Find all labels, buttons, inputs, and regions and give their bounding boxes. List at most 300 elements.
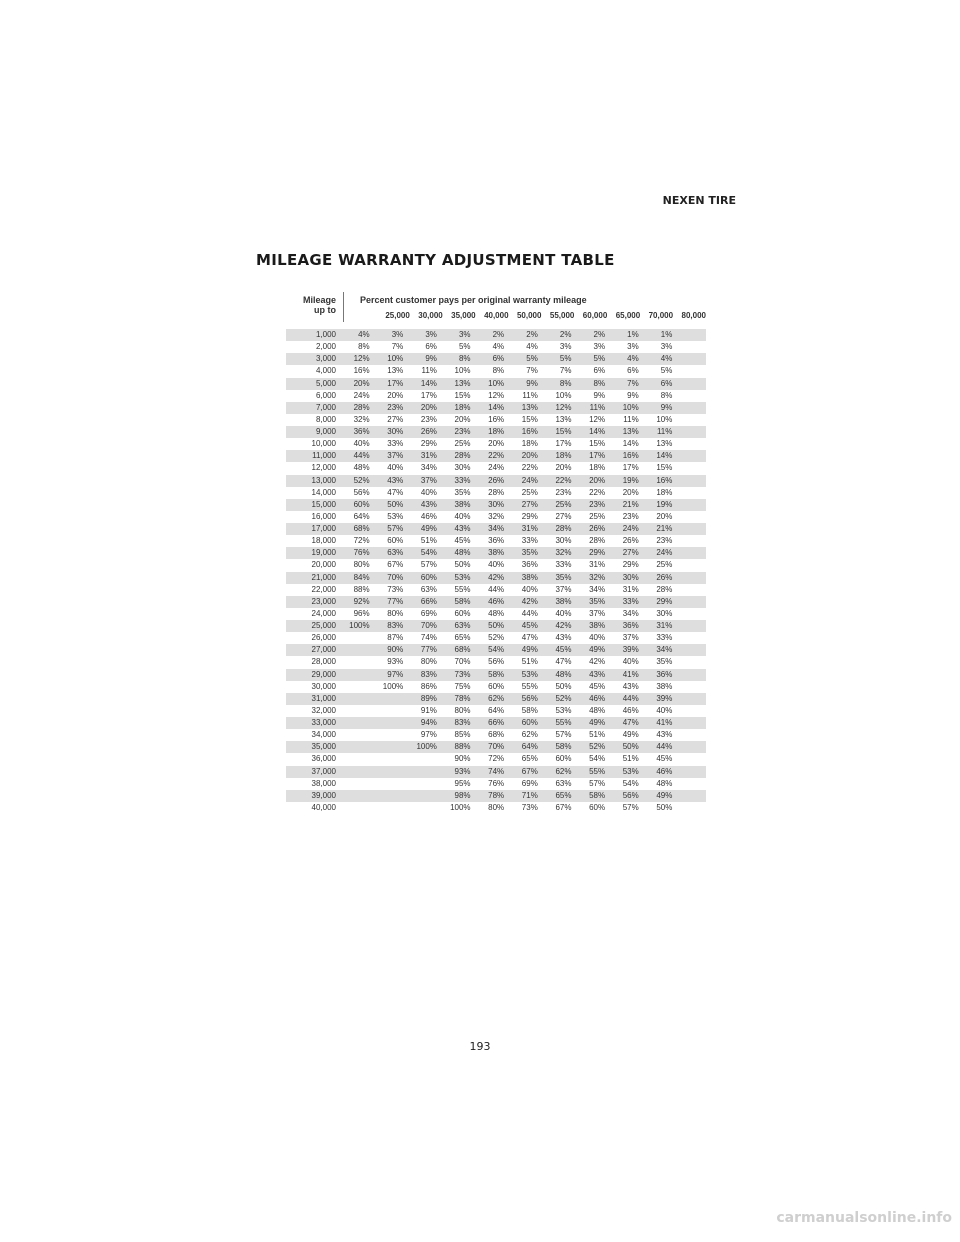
table-row bbox=[286, 608, 706, 620]
percent-cell: 52% bbox=[488, 633, 505, 643]
percent-cell: 26% bbox=[589, 524, 606, 533]
percent-cell: 27% bbox=[387, 414, 404, 424]
percent-cell: 57% bbox=[420, 560, 437, 570]
percent-cell: 51% bbox=[420, 536, 437, 546]
percent-cell: 42% bbox=[521, 596, 538, 606]
mileage-cell: 33,000 bbox=[311, 718, 336, 727]
percent-cell: 24% bbox=[488, 463, 505, 473]
mileage-cell: 17,000 bbox=[311, 524, 336, 533]
percent-cell: 11% bbox=[421, 366, 437, 376]
mileage-cell: 9,000 bbox=[315, 427, 336, 436]
percent-cell: 73% bbox=[454, 669, 471, 679]
percent-cell: 24% bbox=[353, 390, 370, 400]
percent-cell: 100% bbox=[382, 681, 404, 691]
mileage-cell: 25,000 bbox=[311, 621, 336, 630]
percent-cell: 62% bbox=[521, 730, 538, 740]
table-row bbox=[286, 559, 706, 571]
percent-cell: 62% bbox=[488, 693, 505, 703]
column-header: 25,000 bbox=[385, 311, 410, 320]
percent-cell: 64% bbox=[521, 742, 538, 752]
percent-cell: 57% bbox=[589, 778, 606, 788]
table-row bbox=[286, 499, 706, 511]
percent-cell: 58% bbox=[454, 596, 471, 606]
percent-cell: 67% bbox=[387, 560, 404, 570]
percent-cell: 67% bbox=[555, 802, 572, 812]
percent-cell: 36% bbox=[521, 560, 538, 570]
percent-cell: 80% bbox=[353, 560, 370, 570]
percent-cell: 42% bbox=[555, 621, 572, 630]
mileage-cell: 24,000 bbox=[311, 608, 336, 618]
percent-cell: 54% bbox=[589, 754, 606, 764]
column-header: 80,000 bbox=[681, 311, 706, 320]
percent-cell: 13% bbox=[656, 439, 673, 449]
percent-cell: 6% bbox=[492, 354, 505, 364]
percent-cell: 56% bbox=[622, 790, 639, 800]
percent-cell: 1% bbox=[660, 330, 673, 339]
percent-cell: 94% bbox=[420, 718, 437, 727]
percent-cell: 49% bbox=[656, 790, 673, 800]
mileage-cell: 4,000 bbox=[315, 366, 336, 376]
percent-cell: 35% bbox=[555, 572, 572, 582]
percent-cell: 44% bbox=[521, 608, 538, 618]
percent-cell: 74% bbox=[488, 766, 505, 776]
percent-cell: 47% bbox=[521, 633, 538, 643]
percent-cell: 49% bbox=[589, 645, 606, 655]
percent-cell: 33% bbox=[555, 560, 572, 570]
percent-cell: 38% bbox=[454, 499, 471, 509]
percent-cell: 17% bbox=[589, 451, 606, 461]
percent-cell: 18% bbox=[589, 463, 606, 473]
percent-cell: 20% bbox=[555, 463, 572, 473]
table-row bbox=[286, 620, 706, 632]
percent-cell: 40% bbox=[387, 463, 404, 473]
table-row bbox=[286, 353, 706, 365]
percent-cell: 76% bbox=[488, 778, 505, 788]
mileage-cell: 30,000 bbox=[311, 681, 336, 691]
percent-cell: 19% bbox=[656, 499, 673, 509]
percent-cell: 53% bbox=[454, 572, 471, 582]
percent-cell: 53% bbox=[521, 669, 538, 679]
percent-cell: 23% bbox=[420, 414, 437, 424]
percent-cell: 24% bbox=[622, 524, 639, 533]
mileage-cell: 12,000 bbox=[311, 463, 336, 473]
percent-cell: 19% bbox=[622, 475, 639, 485]
percent-cell: 23% bbox=[622, 511, 639, 521]
percent-cell: 53% bbox=[387, 511, 404, 521]
mileage-cell: 35,000 bbox=[311, 742, 336, 752]
percent-cell: 70% bbox=[387, 572, 404, 582]
percent-cell: 32% bbox=[555, 548, 572, 558]
table-row bbox=[286, 535, 706, 547]
page-title: MILEAGE WARRANTY ADJUSTMENT TABLE bbox=[256, 251, 615, 269]
mileage-cell: 36,000 bbox=[311, 754, 336, 764]
percent-cell bbox=[370, 717, 404, 729]
percent-cell: 4% bbox=[627, 354, 639, 364]
percent-cell: 46% bbox=[656, 766, 673, 776]
percent-cell: 11% bbox=[522, 390, 538, 400]
percent-cell: 44% bbox=[656, 742, 673, 752]
percent-cell: 53% bbox=[622, 766, 639, 776]
percent-cell: 22% bbox=[488, 451, 505, 461]
percent-cell: 56% bbox=[488, 657, 505, 667]
percent-cell: 57% bbox=[387, 524, 404, 533]
percent-cell: 41% bbox=[656, 718, 673, 727]
percent-cell: 3% bbox=[660, 342, 673, 352]
percent-cell: 60% bbox=[555, 754, 572, 764]
table-row bbox=[286, 632, 706, 644]
table-row bbox=[286, 741, 706, 753]
percent-cell: 8% bbox=[660, 390, 673, 400]
mileage-cell: 13,000 bbox=[311, 475, 336, 485]
table-row bbox=[286, 390, 706, 402]
percent-cell: 54% bbox=[622, 778, 639, 788]
mileage-cell: 21,000 bbox=[311, 572, 336, 582]
table-row bbox=[286, 450, 706, 462]
percent-cell: 60% bbox=[589, 802, 606, 812]
table-row bbox=[286, 572, 706, 584]
percent-cell: 46% bbox=[589, 693, 606, 703]
table-row bbox=[286, 402, 706, 414]
percent-cell: 28% bbox=[589, 536, 606, 546]
table-row bbox=[286, 584, 706, 596]
percent-cell: 10% bbox=[656, 414, 673, 424]
percent-cell: 56% bbox=[521, 693, 538, 703]
percent-cell: 23% bbox=[454, 427, 471, 436]
percent-cell: 22% bbox=[521, 463, 538, 473]
percent-cell: 49% bbox=[622, 730, 639, 740]
percent-cell: 9% bbox=[425, 354, 437, 364]
percent-cell: 4% bbox=[526, 342, 538, 352]
percent-cell: 53% bbox=[555, 705, 572, 715]
percent-cell: 3% bbox=[391, 330, 404, 339]
percent-cell: 31% bbox=[622, 584, 639, 594]
percent-cell: 40% bbox=[454, 511, 471, 521]
warranty-column-headers bbox=[344, 311, 706, 323]
percent-cell: 78% bbox=[488, 790, 505, 800]
percent-cell: 80% bbox=[420, 657, 437, 667]
percent-cell: 6% bbox=[627, 366, 639, 376]
table-row bbox=[286, 329, 706, 341]
percent-cell: 17% bbox=[387, 378, 404, 388]
percent-cell: 77% bbox=[420, 645, 437, 655]
table-row bbox=[286, 802, 706, 814]
percent-cell: 96% bbox=[353, 608, 370, 618]
percent-cell: 33% bbox=[521, 536, 538, 546]
percent-cell: 57% bbox=[622, 802, 639, 812]
percent-cell: 71% bbox=[521, 790, 538, 800]
percent-cell: 76% bbox=[353, 548, 370, 558]
percent-cell: 50% bbox=[454, 560, 471, 570]
percent-cell: 23% bbox=[656, 536, 673, 546]
percent-cell bbox=[336, 717, 370, 729]
percent-cell: 100% bbox=[450, 802, 471, 812]
percent-cell: 58% bbox=[488, 669, 505, 679]
percent-cell: 97% bbox=[387, 669, 404, 679]
percent-cell: 50% bbox=[555, 681, 572, 691]
watermark: carmanualsonline.info bbox=[776, 1210, 952, 1226]
table-row bbox=[286, 766, 706, 778]
column-header: 55,000 bbox=[549, 311, 575, 320]
percent-cell: 22% bbox=[555, 475, 572, 485]
percent-cell bbox=[370, 741, 404, 753]
percent-cell: 43% bbox=[589, 669, 606, 679]
percent-cell: 12% bbox=[488, 390, 505, 400]
table-row bbox=[286, 669, 706, 681]
percent-cell: 2% bbox=[492, 330, 505, 339]
percent-cell: 68% bbox=[353, 524, 370, 533]
percent-cell: 43% bbox=[454, 524, 471, 533]
percent-cell: 98% bbox=[454, 790, 471, 800]
percent-cell: 34% bbox=[656, 645, 673, 655]
percent-cell: 60% bbox=[353, 499, 370, 509]
percent-cell: 100% bbox=[349, 621, 370, 630]
percent-cell: 34% bbox=[622, 608, 639, 618]
percent-cell: 38% bbox=[589, 621, 606, 630]
percent-cell: 52% bbox=[555, 693, 572, 703]
percent-cell: 14% bbox=[656, 451, 673, 461]
table-row bbox=[286, 378, 706, 390]
percent-cell: 6% bbox=[593, 366, 606, 376]
percent-cell: 35% bbox=[521, 548, 538, 558]
percent-cell: 95% bbox=[454, 778, 471, 788]
table-row bbox=[286, 717, 706, 729]
percent-cell: 34% bbox=[589, 584, 606, 594]
mileage-cell: 23,000 bbox=[311, 596, 336, 606]
percent-cell: 67% bbox=[521, 766, 538, 776]
percent-cell: 69% bbox=[420, 608, 437, 618]
percent-cell bbox=[336, 729, 370, 741]
percent-cell: 13% bbox=[387, 366, 404, 376]
percent-cell: 72% bbox=[488, 754, 505, 764]
percent-cell: 29% bbox=[521, 511, 538, 521]
percent-cell: 30% bbox=[454, 463, 471, 473]
mileage-cell: 11,000 bbox=[312, 451, 336, 461]
percent-cell: 4% bbox=[660, 354, 673, 364]
percent-cell: 7% bbox=[526, 366, 538, 376]
percent-cell: 90% bbox=[387, 645, 404, 655]
percent-cell: 45% bbox=[521, 621, 538, 630]
percent-cell: 15% bbox=[521, 414, 538, 424]
percent-cell bbox=[403, 790, 437, 802]
percent-cell: 12% bbox=[589, 414, 606, 424]
percent-cell: 75% bbox=[454, 681, 471, 691]
percent-cell: 13% bbox=[622, 427, 639, 436]
percent-cell: 35% bbox=[454, 487, 471, 497]
percent-cell: 8% bbox=[492, 366, 505, 376]
percent-cell: 44% bbox=[353, 451, 370, 461]
percent-cell: 18% bbox=[454, 402, 471, 412]
percent-cell: 69% bbox=[521, 778, 538, 788]
percent-cell: 85% bbox=[454, 730, 471, 740]
mileage-cell: 5,000 bbox=[315, 378, 336, 388]
percent-cell: 86% bbox=[420, 681, 437, 691]
percent-cell: 11% bbox=[656, 427, 673, 436]
percent-cell: 93% bbox=[454, 766, 471, 776]
percent-cell: 11% bbox=[623, 414, 639, 424]
percent-cell bbox=[336, 753, 370, 765]
percent-cell bbox=[370, 705, 404, 717]
percent-cell: 18% bbox=[555, 451, 572, 461]
percent-cell: 91% bbox=[420, 705, 437, 715]
percent-cell: 17% bbox=[420, 390, 437, 400]
percent-cell: 38% bbox=[488, 548, 505, 558]
column-header: 65,000 bbox=[615, 311, 641, 320]
percent-cell bbox=[370, 693, 404, 705]
percent-cell: 64% bbox=[488, 705, 505, 715]
mileage-cell: 16,000 bbox=[311, 511, 336, 521]
percent-cell: 46% bbox=[420, 511, 437, 521]
percent-cell: 29% bbox=[656, 596, 673, 606]
percent-cell: 83% bbox=[420, 669, 437, 679]
percent-cell: 12% bbox=[353, 354, 370, 364]
percent-cell: 43% bbox=[555, 633, 572, 643]
percent-cell: 63% bbox=[555, 778, 572, 788]
mileage-cell: 34,000 bbox=[311, 730, 336, 740]
percent-cell: 15% bbox=[454, 390, 471, 400]
percent-cell: 80% bbox=[454, 705, 471, 715]
percent-cell: 33% bbox=[387, 439, 404, 449]
percent-cell: 41% bbox=[622, 669, 639, 679]
table-row bbox=[286, 705, 706, 717]
section-header: NEXEN TIRE bbox=[662, 194, 736, 207]
percent-cell: 5% bbox=[660, 366, 673, 376]
percent-cell: 46% bbox=[488, 596, 505, 606]
percent-cell: 13% bbox=[555, 414, 572, 424]
percent-cell: 78% bbox=[454, 693, 471, 703]
percent-cell: 38% bbox=[656, 681, 673, 691]
percent-cell: 70% bbox=[454, 657, 471, 667]
percent-cell: 48% bbox=[488, 608, 505, 618]
percent-cell: 70% bbox=[488, 742, 505, 752]
percent-cell: 10% bbox=[555, 390, 572, 400]
mileage-cell: 31,000 bbox=[311, 693, 336, 703]
percent-cell: 25% bbox=[521, 487, 538, 497]
percent-cell: 65% bbox=[521, 754, 538, 764]
table-row bbox=[286, 547, 706, 559]
percent-cell: 50% bbox=[488, 621, 505, 630]
percent-cell: 38% bbox=[555, 596, 572, 606]
percent-cell: 35% bbox=[656, 657, 673, 667]
percent-cell: 48% bbox=[454, 548, 471, 558]
percent-cell: 26% bbox=[656, 572, 673, 582]
table-row bbox=[286, 693, 706, 705]
percent-cell: 55% bbox=[454, 584, 471, 594]
page-number: 193 bbox=[469, 1040, 491, 1053]
column-header: 60,000 bbox=[582, 311, 608, 320]
percent-cell: 3% bbox=[627, 342, 639, 352]
percent-cell: 80% bbox=[387, 608, 404, 618]
percent-cell: 54% bbox=[420, 548, 437, 558]
percent-cell: 5% bbox=[559, 354, 572, 364]
percent-cell: 16% bbox=[353, 366, 370, 376]
percent-cell: 15% bbox=[555, 427, 572, 436]
percent-cell: 8% bbox=[559, 378, 572, 388]
percent-cell: 35% bbox=[589, 596, 606, 606]
column-header: 40,000 bbox=[484, 311, 509, 320]
percent-cell: 37% bbox=[589, 608, 606, 618]
percent-cell: 12% bbox=[555, 402, 572, 412]
percent-cell: 40% bbox=[521, 584, 538, 594]
percent-cell: 6% bbox=[660, 378, 673, 388]
percent-cell: 7% bbox=[391, 342, 404, 352]
percent-cell: 32% bbox=[589, 572, 606, 582]
percent-cell: 63% bbox=[420, 584, 437, 594]
percent-cell: 40% bbox=[420, 487, 437, 497]
percent-cell: 36% bbox=[353, 427, 370, 436]
percent-cell: 45% bbox=[589, 681, 606, 691]
percent-cell bbox=[370, 766, 404, 778]
percent-cell: 40% bbox=[353, 439, 370, 449]
percent-cell: 48% bbox=[555, 669, 572, 679]
percent-cell: 21% bbox=[656, 524, 673, 533]
percent-cell: 42% bbox=[488, 572, 505, 582]
percent-cell: 18% bbox=[521, 439, 538, 449]
percent-cell: 20% bbox=[387, 390, 404, 400]
percent-cell: 28% bbox=[454, 451, 471, 461]
mileage-cell: 19,000 bbox=[311, 548, 336, 558]
percent-cell bbox=[403, 778, 437, 790]
percent-cell: 27% bbox=[622, 548, 639, 558]
percent-cell bbox=[336, 802, 370, 814]
percent-cell: 16% bbox=[521, 427, 538, 436]
table-row bbox=[286, 656, 706, 668]
percent-cell: 51% bbox=[589, 730, 606, 740]
percent-cell: 14% bbox=[420, 378, 437, 388]
percent-cell: 14% bbox=[589, 427, 606, 436]
mileage-cell: 2,000 bbox=[315, 342, 336, 352]
percent-cell bbox=[336, 681, 370, 693]
percent-cell: 20% bbox=[353, 378, 370, 388]
percent-cell: 48% bbox=[353, 463, 370, 473]
percent-cell: 70% bbox=[420, 621, 437, 630]
percent-cell: 56% bbox=[353, 487, 370, 497]
percent-cell: 37% bbox=[622, 633, 639, 643]
percent-cell: 7% bbox=[627, 378, 639, 388]
percent-cell: 23% bbox=[555, 487, 572, 497]
percent-cell: 16% bbox=[622, 451, 639, 461]
percent-cell: 25% bbox=[656, 560, 673, 570]
percent-cell: 36% bbox=[656, 669, 673, 679]
percent-cell: 68% bbox=[488, 730, 505, 740]
percent-cell bbox=[370, 753, 404, 765]
percent-cell: 34% bbox=[488, 524, 505, 533]
table-row bbox=[286, 475, 706, 487]
percent-cell: 29% bbox=[420, 439, 437, 449]
percent-cell: 2% bbox=[593, 330, 606, 339]
percent-cell: 26% bbox=[420, 427, 437, 436]
percent-cell: 31% bbox=[521, 524, 538, 533]
percent-cell: 6% bbox=[425, 342, 437, 352]
percent-cell bbox=[403, 753, 437, 765]
percent-cell: 89% bbox=[420, 693, 437, 703]
percent-cell: 27% bbox=[555, 511, 572, 521]
percent-cell: 64% bbox=[353, 511, 370, 521]
mileage-cell: 20,000 bbox=[311, 560, 336, 570]
percent-cell: 40% bbox=[589, 633, 606, 643]
percent-cell: 20% bbox=[589, 475, 606, 485]
percent-cell: 80% bbox=[488, 802, 505, 812]
percent-cell: 16% bbox=[488, 414, 505, 424]
percent-cell: 63% bbox=[387, 548, 404, 558]
percent-cell: 28% bbox=[656, 584, 673, 594]
percent-cell: 39% bbox=[656, 693, 673, 703]
percent-cell: 4% bbox=[492, 342, 505, 352]
percent-cell bbox=[336, 632, 370, 644]
percent-cell: 24% bbox=[656, 548, 673, 558]
mileage-cell: 32,000 bbox=[311, 705, 336, 715]
percent-cell: 2% bbox=[559, 330, 572, 339]
percent-cell: 37% bbox=[387, 451, 404, 461]
